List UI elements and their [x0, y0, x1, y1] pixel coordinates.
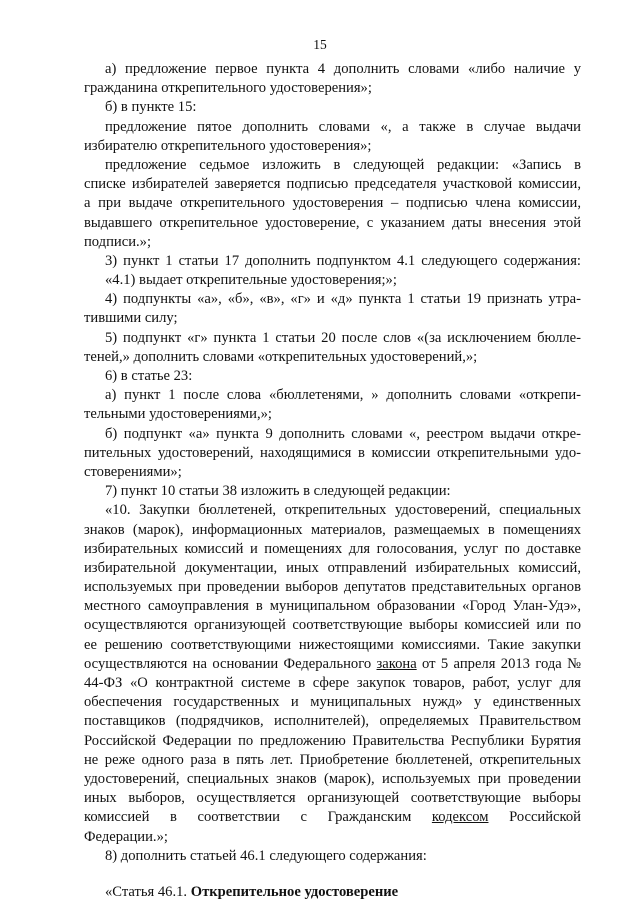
- text-line: предложение седьмое изложить в следующей редакции: «Запись в: [105, 156, 581, 173]
- text-line: 3) пункт 1 статьи 17 дополнить подпунктом 4.1 следующего содержания:: [105, 252, 581, 269]
- text-line: местного самоуправления в муниципальном образовании «Город Улан-Удэ»,: [84, 598, 581, 615]
- text-line: «4.1) выдает открепительные удостоверения;»;: [105, 272, 397, 289]
- text-line: Российской Федерации по предложению Правительства Республики Бурятия: [84, 732, 581, 749]
- text-line: осуществляются организующей соответствующие выборы комиссией или по: [84, 617, 581, 634]
- text-line: «10. Закупки бюллетеней, открепительных удостоверений, специальных: [105, 502, 581, 519]
- text-line: обеспечения государственных и муниципальных нужд» у единственных: [84, 694, 581, 711]
- text-line: пительных удостоверений, находящимися в комиссии открепительными удо-: [84, 444, 581, 461]
- spacer: [84, 866, 581, 883]
- document-body: [84, 60, 581, 902]
- text-line: удостоверений, специальных знаков (марок), используемых при проведении: [84, 770, 581, 787]
- text-line: стоверениями»;: [84, 463, 182, 480]
- text-line: Федерации.»;: [84, 828, 168, 845]
- page-number: 15: [313, 37, 327, 52]
- text-line: избирательной документации, иных отправлений избирательных комиссий,: [84, 559, 581, 576]
- text-line: а при выдаче открепительного удостоверения – подписью члена комиссии,: [84, 195, 581, 212]
- text-line: а) предложение первое пункта 4 дополнить словами «либо наличие у: [105, 61, 581, 77]
- text-line: теней,» дополнить словами «открепительных удостоверений,»;: [84, 348, 478, 365]
- text-segment: Российской: [488, 809, 581, 826]
- text-line: избирательных комиссий и помещениях для голосования, услуг по доставке: [84, 540, 581, 557]
- text-line: предложение пятое дополнить словами «, а также в случае выдачи: [105, 118, 581, 135]
- text-segment: осуществляются на основании Федерального: [84, 655, 377, 672]
- text-line: б) подпункт «а» пункта 9 дополнить словами «, реестром выдачи откре-: [105, 425, 581, 442]
- text-line: 4) подпункты «а», «б», «в», «г» и «д» пункта 1 статьи 19 признать утра-: [105, 291, 581, 308]
- article-title: Открепительное удостоверение: [190, 883, 399, 900]
- article-number: «Статья 46.1.: [105, 883, 191, 900]
- text-line: избирателю открепительного удостоверения»;: [84, 137, 372, 154]
- text-segment: комиссией в соответствии с Гражданским: [84, 809, 432, 826]
- text-line: подписи.»;: [84, 233, 152, 250]
- text-line: 7) пункт 10 статьи 38 изложить в следующей редакции:: [105, 483, 451, 500]
- text-line: 6) в статье 23:: [105, 368, 193, 384]
- text-line: [84, 655, 581, 674]
- text-line: [84, 808, 581, 827]
- text-line: выдавшего открепительное удостоверение, с указанием даты внесения этой: [84, 214, 581, 231]
- text-line: используемых при проведении выборов депутатов представительных органов: [84, 579, 581, 596]
- text-line: 8) дополнить статьей 46.1 следующего содержания:: [105, 847, 427, 864]
- text-line: а) пункт 1 после слова «бюллетенями, » дополнить словами «открепи-: [105, 387, 581, 404]
- text-line: тельными удостоверениями,»;: [84, 406, 272, 423]
- law-reference-link[interactable]: кодексом: [431, 809, 489, 826]
- text-line: списке избирателей заверяется подписью председателя участковой комиссии,: [84, 176, 581, 193]
- article-heading: [84, 883, 581, 902]
- text-line: не реже одного раза в пять лет. Приобретение бюллетеней, открепительных: [84, 751, 581, 768]
- text-line: знаков (марок), информационных материалов, размещаемых в помещениях: [84, 521, 581, 538]
- law-reference-link[interactable]: закона: [376, 655, 417, 672]
- text-line: иных выборов, осуществляется организующей соответствующие выборы: [84, 790, 581, 807]
- text-segment: от 5 апреля 2013 года №: [416, 655, 582, 672]
- text-line: тившими силу;: [84, 310, 178, 327]
- text-line: б) в пункте 15:: [105, 99, 197, 116]
- text-line: 44-ФЗ «О контрактной системе в сфере закупок товаров, работ, услуг для: [84, 675, 581, 691]
- text-line: гражданина открепительного удостоверения»;: [84, 80, 372, 97]
- text-line: поставщиков (подрядчиков, исполнителей), определяемых Правительством: [84, 713, 581, 730]
- text-line: 5) подпункт «г» пункта 1 статьи 20 после слов «(за исключением бюлле-: [105, 329, 581, 346]
- text-line: ее решению соответствующими нижестоящими комиссиями. Такие закупки: [84, 636, 581, 653]
